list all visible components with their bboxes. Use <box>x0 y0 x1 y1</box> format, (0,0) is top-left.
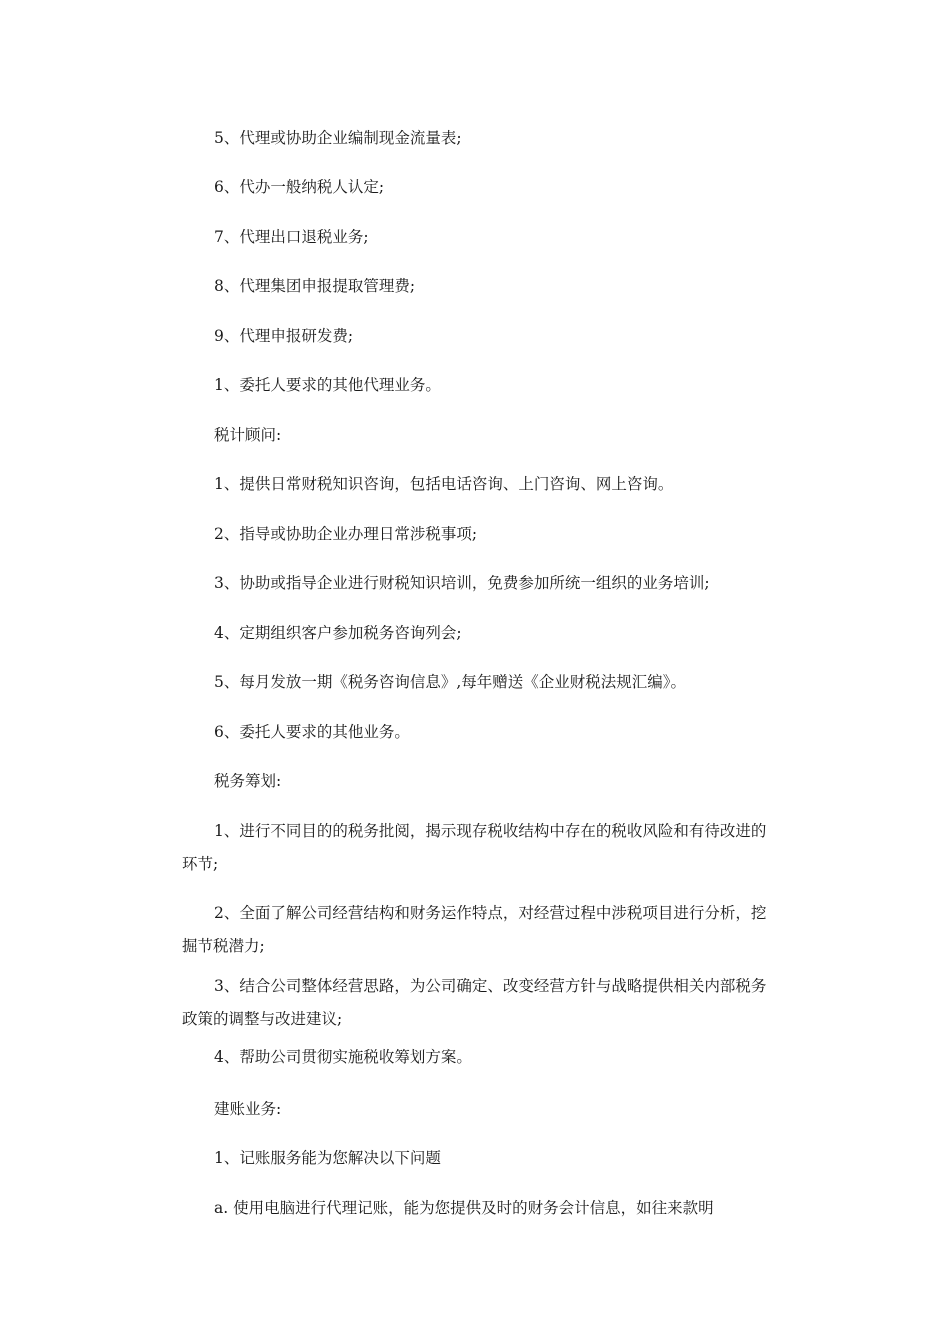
paragraph: 2、指导或协助企业办理日常涉税事项; <box>214 525 478 543</box>
section-heading: 税务筹划: <box>214 772 282 790</box>
paragraph: 4、定期组织客户参加税务咨询列会; <box>214 624 462 642</box>
section-heading: 税计顾问: <box>214 426 282 444</box>
paragraph: 1、进行不同目的的税务批阅，揭示现存税收结构中存在的税收风险和有待改进的环节; <box>182 822 767 873</box>
paragraph: 3、协助或指导企业进行财税知识培训，免费参加所统一组织的业务培训; <box>214 574 710 592</box>
paragraph: 4、帮助公司贯彻实施税收筹划方案。 <box>214 1048 472 1066</box>
paragraph: 5、每月发放一期《税务咨询信息》,每年赠送《企业财税法规汇编》。 <box>214 673 687 691</box>
paragraph: 6、代办一般纳税人认定; <box>214 178 385 196</box>
paragraph: 1、记账服务能为您解决以下问题 <box>214 1149 441 1167</box>
section-heading: 建账业务: <box>214 1100 282 1118</box>
paragraph: 8、代理集团申报提取管理费; <box>214 277 416 295</box>
paragraph: 1、委托人要求的其他代理业务。 <box>214 376 441 394</box>
paragraph: 7、代理出口退税业务; <box>214 228 369 246</box>
paragraph: a. 使用电脑进行代理记账，能为您提供及时的财务会计信息，如往来款明 <box>214 1199 714 1217</box>
paragraph: 1、提供日常财税知识咨询，包括电话咨询、上门咨询、网上咨询。 <box>214 475 674 493</box>
paragraph: 3、结合公司整体经营思路，为公司确定、改变经营方针与战略提供相关内部税务政策的调整与改进建议; <box>182 977 767 1028</box>
paragraph: 5、代理或协助企业编制现金流量表; <box>214 129 462 147</box>
paragraph: 6、委托人要求的其他业务。 <box>214 723 410 741</box>
paragraph: 9、代理申报研发费; <box>214 327 354 345</box>
paragraph: 2、全面了解公司经营结构和财务运作特点，对经营过程中涉税项目进行分析，挖掘节税潜力; <box>182 904 767 955</box>
